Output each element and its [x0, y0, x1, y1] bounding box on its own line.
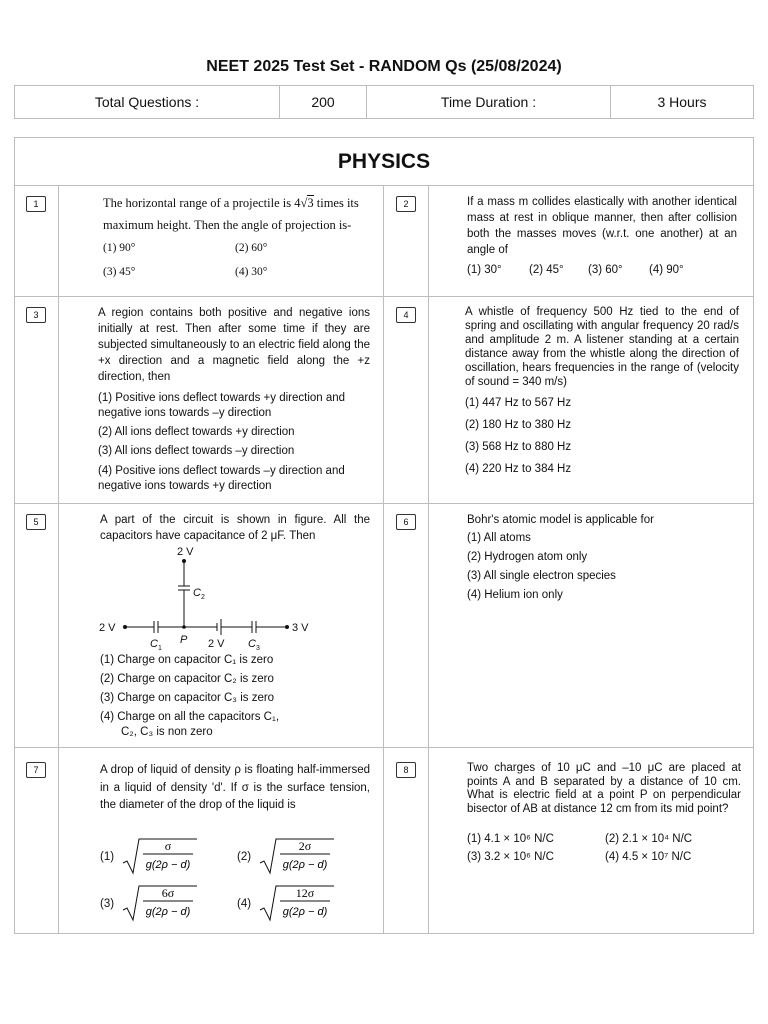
q3-option-3[interactable]: (3) All ions deflect towards –y direction: [98, 445, 295, 457]
q7-option-4[interactable]: (4): [237, 898, 252, 910]
question-number: 1: [26, 196, 46, 212]
q4-option-3[interactable]: (3) 568 Hz to 880 Hz: [465, 441, 572, 453]
denominator: g(2ρ − d): [282, 859, 328, 871]
grid-line: [428, 185, 429, 934]
q8-option-3[interactable]: (3) 3.2 × 10⁶ N/C: [467, 851, 554, 863]
q7-option-3[interactable]: (3): [100, 898, 115, 910]
time-duration-label: Time Duration :: [367, 86, 611, 119]
question-6-text: Bohr's atomic model is applicable for: [467, 514, 654, 526]
q4-option-2[interactable]: (2) 180 Hz to 380 Hz: [465, 419, 572, 431]
q4-option-4[interactable]: (4) 220 Hz to 384 Hz: [465, 463, 572, 475]
q3-option-2[interactable]: (2) All ions deflect towards +y direction: [98, 426, 295, 438]
test-info-table: [14, 85, 754, 119]
q6-option-3[interactable]: (3) All single electron species: [467, 570, 616, 582]
left-terminal: [123, 625, 127, 629]
q7-option-1[interactable]: (1): [100, 851, 115, 863]
grid-line: [383, 185, 384, 934]
denominator: g(2ρ − d): [145, 906, 191, 918]
total-questions-label: Total Questions :: [15, 86, 280, 119]
q5-option-1[interactable]: (1) Charge on capacitor C₁ is zero: [100, 654, 274, 666]
q8-option-2[interactable]: (2) 2.1 × 10⁴ N/C: [605, 833, 693, 845]
left-voltage-label: 2 V: [99, 622, 116, 634]
subject-heading: PHYSICS: [15, 138, 753, 186]
time-duration-value: 3 Hours: [611, 86, 754, 119]
denominator: g(2ρ − d): [145, 859, 191, 871]
q8-option-4[interactable]: (4) 4.5 × 10⁷ N/C: [605, 851, 692, 863]
question-1-text: The horizontal range of a projectile is 4√3 times its maximum height. Then the angle of projection is-: [103, 196, 359, 232]
question-2-text: If a mass m collides elastically with another identical mass at rest in oblique manner, then after collision both the masses moves (w.r.t. one another) at an angle of: [467, 196, 737, 256]
question-number: 4: [396, 307, 416, 323]
q2-option-1[interactable]: (1) 30°: [467, 264, 502, 276]
c3-label: C: [248, 638, 256, 650]
q1-text-a: The horizontal range of a projectile is 4: [103, 196, 301, 210]
question-number: 2: [396, 196, 416, 212]
top-terminal: [182, 559, 186, 563]
question-number: 3: [26, 307, 46, 323]
q2-option-3[interactable]: (3) 60°: [588, 264, 623, 276]
c2-label: C: [193, 587, 201, 599]
top-voltage-label: 2 V: [177, 546, 194, 558]
grid-line: [58, 185, 59, 934]
row-divider: [15, 296, 753, 297]
total-questions-value: 200: [280, 86, 367, 119]
question-3-text: A region contains both positive and negative ions initially at rest. Then after some time if they are subjected simultaneously to an electric field along the +x direction and a magnetic field along the +z direction, then: [98, 307, 370, 383]
question-7-text: A drop of liquid of density ρ is floating half-immersed in a liquid of density 'd'. If σ is the surface tension, the diameter of the drop of the liquid is: [100, 764, 370, 811]
right-terminal: [285, 625, 289, 629]
c1-subscript: 1: [158, 645, 162, 652]
numerator: 12σ: [295, 886, 315, 900]
test-title: NEET 2025 Test Set - RANDOM Qs (25/08/2024): [206, 58, 562, 75]
row-divider: [15, 503, 753, 504]
c2-subscript: 2: [201, 594, 205, 601]
q6-option-2[interactable]: (2) Hydrogen atom only: [467, 551, 588, 563]
question-5-text: A part of the circuit is shown in figure. All the capacitors have capacitance of 2 μF. Then: [100, 514, 370, 542]
q7-formula-2: [258, 835, 336, 877]
question-number: 8: [396, 762, 416, 778]
c3-subscript: 3: [256, 645, 260, 652]
question-sheet: [14, 137, 754, 934]
question-number: 5: [26, 514, 46, 530]
q7-formula-3: [121, 882, 199, 924]
q1-option-3[interactable]: (3) 45°: [103, 266, 136, 278]
question-8-text: Two charges of 10 μC and –10 μC are placed at points A and B separated by a distance of 10 cm. What is electric field at a point P on perpendicular bisector of AB at distance 12 cm from its mid point?: [467, 762, 741, 815]
q5-option-2[interactable]: (2) Charge on capacitor C₂ is zero: [100, 673, 274, 685]
q7-formula-1: [121, 835, 199, 877]
circuit-figure: [95, 543, 325, 653]
numerator: σ: [164, 839, 172, 853]
q6-option-1[interactable]: (1) All atoms: [467, 532, 531, 544]
sqrt-arg: 3: [307, 196, 314, 210]
q8-option-1[interactable]: (1) 4.1 × 10⁶ N/C: [467, 833, 554, 845]
node-p: [182, 625, 186, 629]
question-number: 6: [396, 514, 416, 530]
q1-option-4[interactable]: (4) 30°: [235, 266, 268, 278]
node-label: P: [180, 634, 188, 646]
q2-option-4[interactable]: (4) 90°: [649, 264, 684, 276]
q4-option-1[interactable]: (1) 447 Hz to 567 Hz: [465, 397, 572, 409]
q5-option-4[interactable]: (4) Charge on all the capacitors C₁,: [100, 711, 280, 723]
q3-option-4[interactable]: (4) Positive ions deflect towards –y direction and negative ions towards +y direction: [98, 465, 345, 492]
row-divider: [15, 747, 753, 748]
q1-text-b: times its maximum height. Then the angle of projection is-: [103, 196, 359, 232]
question-number: 7: [26, 762, 46, 778]
q7-formula-4: [258, 882, 336, 924]
c1-label: C: [150, 638, 158, 650]
q5-option-4-cont: C₂, C₃ is non zero: [121, 726, 213, 738]
question-4-text: A whistle of frequency 500 Hz tied to the end of spring and oscillating with angular frequency 20 rad/s and amplitude 2 m. A listener standing at a certain distance away from the whistle along the direction of oscillation, hears frequencies in the range of (velocity of sound = 340 m/s): [465, 306, 739, 388]
mid-voltage-label: 2 V: [208, 638, 225, 650]
q2-option-2[interactable]: (2) 45°: [529, 264, 564, 276]
q6-option-4[interactable]: (4) Helium ion only: [467, 589, 563, 601]
numerator: 6σ: [161, 886, 175, 900]
q1-option-2[interactable]: (2) 60°: [235, 242, 268, 254]
numerator: 2σ: [298, 839, 312, 853]
q5-option-3[interactable]: (3) Charge on capacitor C₃ is zero: [100, 692, 275, 704]
denominator: g(2ρ − d): [282, 906, 328, 918]
right-voltage-label: 3 V: [292, 622, 309, 634]
q3-option-1[interactable]: (1) Positive ions deflect towards +y direction and negative ions towards –y direction: [98, 392, 346, 419]
q7-option-2[interactable]: (2): [237, 851, 252, 863]
q1-option-1[interactable]: (1) 90°: [103, 242, 136, 254]
